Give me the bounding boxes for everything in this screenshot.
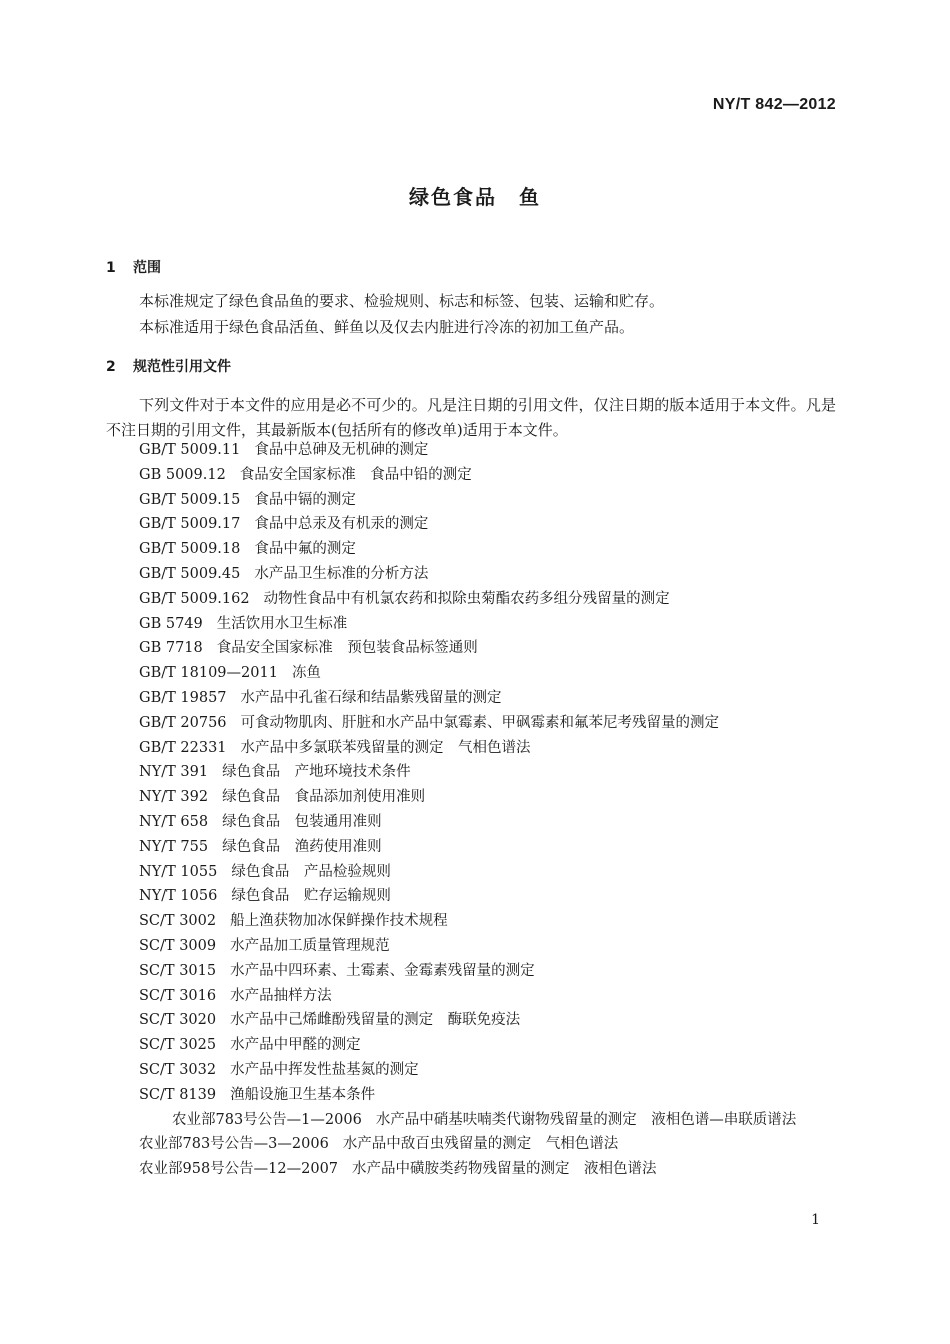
section-heading-references: [106, 356, 231, 376]
reference-code: GB/T 5009.45: [139, 565, 241, 582]
reference-code: GB/T 5009.17: [139, 516, 241, 533]
reference-code: NY/T 658: [139, 813, 209, 830]
reference-title: 生活饮用水卫生标准: [216, 615, 348, 632]
reference-title: 水产品加工质量管理规范: [230, 937, 390, 954]
reference-list: [139, 438, 839, 1182]
reference-item: [139, 488, 839, 513]
reference-item: [139, 1132, 839, 1157]
reference-code: NY/T 1056: [139, 888, 218, 905]
reference-code: GB/T 18109—2011: [139, 665, 278, 682]
reference-title: 水产品中多氯联苯残留量的测定 气相色谱法: [240, 739, 531, 756]
reference-title: 水产品卫生标准的分析方法: [254, 565, 429, 582]
reference-item: [139, 537, 839, 562]
reference-code: GB 5749: [139, 615, 203, 632]
reference-code: NY/T 755: [139, 838, 209, 855]
reference-title: 水产品中挥发性盐基氮的测定: [230, 1061, 419, 1078]
reference-code: 农业部783号公告—1—2006: [172, 1111, 362, 1128]
reference-item: [139, 661, 839, 686]
reference-title: 水产品中甲醛的测定: [230, 1037, 361, 1054]
reference-title: 水产品中孔雀石绿和结晶紫残留量的测定: [240, 689, 502, 706]
reference-item: [139, 1083, 839, 1108]
section-title: 范围: [133, 260, 161, 276]
reference-code: SC/T 8139: [139, 1086, 217, 1103]
reference-title: 可食动物肌肉、肝脏和水产品中氯霉素、甲砜霉素和氟苯尼考残留量的测定: [240, 714, 720, 731]
reference-item: [139, 686, 839, 711]
reference-code: NY/T 392: [139, 789, 209, 806]
reference-item: [139, 1033, 839, 1058]
reference-title: 食品安全国家标准 食品中铅的测定: [239, 466, 472, 483]
reference-code: SC/T 3002: [139, 913, 217, 930]
section-number: 1: [106, 260, 116, 276]
reference-item: [139, 463, 839, 488]
reference-title: 水产品中硝基呋喃类代谢物残留量的测定 液相色谱—串联质谱法: [375, 1111, 797, 1128]
reference-item: [139, 711, 839, 736]
section-heading-scope: [106, 257, 161, 277]
reference-title: 食品中氟的测定: [254, 541, 356, 558]
reference-code: GB/T 22331: [139, 739, 227, 756]
reference-item: [139, 1058, 839, 1083]
reference-item: [139, 860, 839, 885]
reference-item: [139, 785, 839, 810]
reference-title: 水产品抽样方法: [230, 987, 332, 1004]
reference-code: GB/T 5009.162: [139, 590, 250, 607]
standard-code: NY/T 842—2012: [712, 96, 836, 113]
reference-item: [139, 587, 839, 612]
reference-title: 冻鱼: [291, 665, 321, 682]
reference-item: [139, 760, 839, 785]
reference-item: [139, 636, 839, 661]
reference-code: SC/T 3020: [139, 1012, 217, 1029]
reference-title: 动物性食品中有机氯农药和拟除虫菊酯农药多组分残留量的测定: [263, 590, 670, 607]
reference-item: [139, 562, 839, 587]
reference-title: 水产品中己烯雌酚残留量的测定 酶联免疫法: [230, 1012, 521, 1029]
reference-item: [139, 810, 839, 835]
reference-item: [139, 909, 839, 934]
reference-code: GB/T 20756: [139, 714, 227, 731]
document-title: 绿色食品 鱼: [409, 185, 541, 209]
reference-code: GB/T 5009.11: [139, 442, 241, 458]
page-number: 1: [811, 1212, 820, 1228]
reference-title: 水产品中磺胺类药物残留量的测定 液相色谱法: [352, 1161, 657, 1178]
reference-title: 绿色食品 贮存运输规则: [231, 888, 391, 905]
reference-title: 渔船设施卫生基本条件: [230, 1086, 376, 1103]
reference-code: NY/T 1055: [139, 863, 218, 880]
reference-item: [139, 736, 839, 761]
reference-title: 食品中镉的测定: [254, 491, 356, 508]
reference-title: 船上渔获物加冰保鲜操作技术规程: [230, 913, 448, 930]
reference-code: GB 7718: [139, 640, 203, 657]
reference-item: [139, 934, 839, 959]
reference-item: [139, 835, 839, 860]
reference-title: 食品中总汞及有机汞的测定: [254, 516, 429, 533]
reference-code: GB/T 19857: [139, 689, 227, 706]
section-number: 2: [106, 359, 116, 375]
scope-paragraph: 本标准规定了绿色食品鱼的要求、检验规则、标志和标签、包装、运输和贮存。: [139, 292, 665, 310]
reference-item: [139, 959, 839, 984]
reference-item: [139, 1157, 839, 1182]
reference-title: 绿色食品 产地环境技术条件: [222, 764, 411, 781]
reference-code: SC/T 3009: [139, 937, 217, 954]
reference-code: GB 5009.12: [139, 466, 226, 483]
scope-paragraph: 本标准适用于绿色食品活鱼、鲜鱼以及仅去内脏进行冷冻的初加工鱼产品。: [139, 318, 635, 336]
reference-code: 农业部958号公告—12—2007: [139, 1161, 339, 1178]
reference-code: GB/T 5009.18: [139, 541, 241, 558]
reference-item: [106, 1108, 836, 1133]
reference-title: 食品安全国家标准 预包装食品标签通则: [216, 640, 478, 657]
reference-title: 绿色食品 渔药使用准则: [222, 838, 382, 855]
reference-item: [139, 1008, 839, 1033]
reference-code: SC/T 3015: [139, 962, 217, 979]
reference-title: 绿色食品 食品添加剂使用准则: [222, 789, 426, 806]
reference-item: [139, 438, 839, 463]
reference-title: 绿色食品 产品检验规则: [231, 863, 391, 880]
reference-code: NY/T 391: [139, 764, 209, 781]
reference-code: SC/T 3016: [139, 987, 217, 1004]
reference-code: SC/T 3032: [139, 1061, 217, 1078]
reference-title: 水产品中四环素、土霉素、金霉素残留量的测定: [230, 962, 535, 979]
reference-item: [139, 512, 839, 537]
reference-title: 绿色食品 包装通用准则: [222, 813, 382, 830]
reference-item: [139, 884, 839, 909]
reference-item: [139, 984, 839, 1009]
reference-item: [139, 612, 839, 637]
reference-code: 农业部783号公告—3—2006: [139, 1136, 329, 1153]
reference-title: 水产品中敌百虫残留量的测定 气相色谱法: [342, 1136, 619, 1153]
reference-code: GB/T 5009.15: [139, 491, 241, 508]
section-title: 规范性引用文件: [133, 359, 231, 375]
reference-title: 食品中总砷及无机砷的测定: [254, 442, 429, 458]
reference-code: SC/T 3025: [139, 1037, 217, 1054]
references-intro: 下列文件对于本文件的应用是必不可少的。凡是注日期的引用文件，仅注日期的版本适用于本文件。凡是不注日期的引用文件，其最新版本(包括所有的修改单)适用于本文件。: [106, 396, 836, 439]
